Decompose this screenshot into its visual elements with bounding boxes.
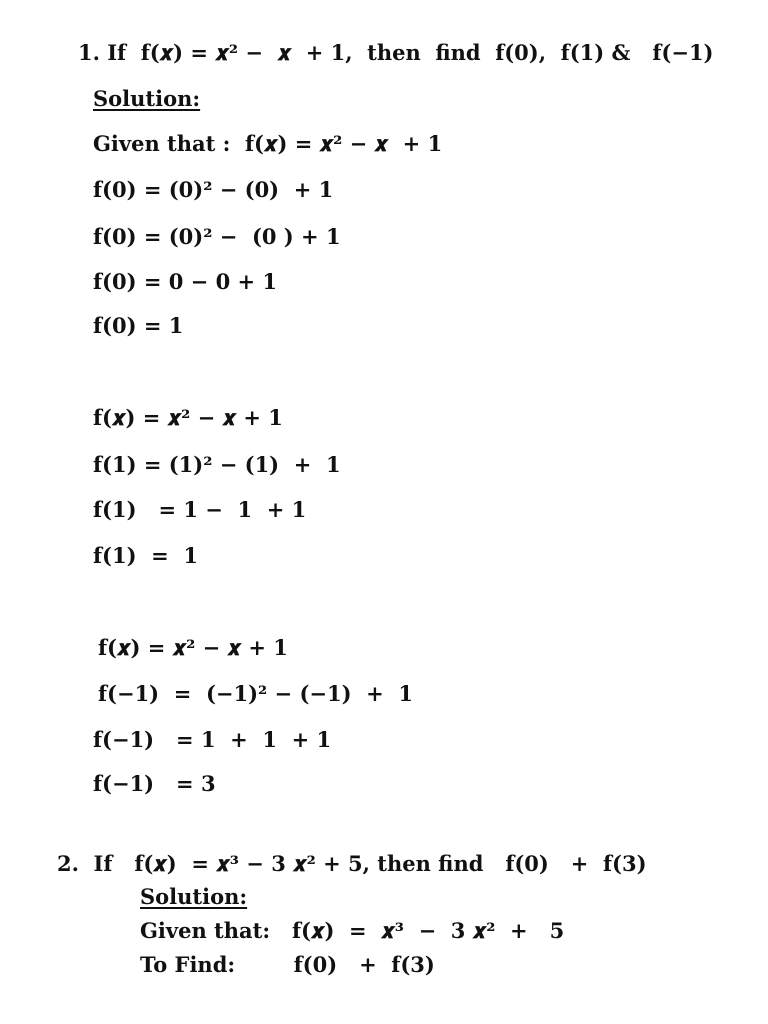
f1-step-1: f(1) = (1)² − (1) + 1	[93, 452, 341, 477]
problem-1-given: Given that : f(𝒙) = 𝒙² − 𝒙 + 1	[93, 131, 443, 156]
f1-function: f(𝒙) = 𝒙² − 𝒙 + 1	[93, 405, 283, 430]
f1-step-2: f(1) = 1 − 1 + 1	[93, 497, 307, 522]
fm1-step-2: f(−1) = 1 + 1 + 1	[93, 727, 332, 752]
f0-result: f(0) = 1	[93, 313, 184, 338]
problem-2-title: 2. If f(𝒙) = 𝒙³ − 3 𝒙² + 5, then find f(0) + f(3)	[57, 851, 647, 876]
fm1-function: f(𝒙) = 𝒙² − 𝒙 + 1	[98, 635, 288, 660]
f0-step-3: f(0) = 0 − 0 + 1	[93, 269, 278, 294]
f0-step-1: f(0) = (0)² − (0) + 1	[93, 177, 334, 202]
f0-step-2: f(0) = (0)² − (0 ) + 1	[93, 224, 341, 249]
problem-2-solution-label: Solution:	[140, 884, 248, 909]
f1-result: f(1) = 1	[93, 543, 198, 568]
problem-1-solution-label: Solution:	[93, 86, 201, 111]
problem-2-given: Given that: f(𝒙) = 𝒙³ − 3 𝒙² + 5	[140, 918, 565, 943]
fm1-result: f(−1) = 3	[93, 771, 216, 796]
fm1-step-1: f(−1) = (−1)² − (−1) + 1	[98, 681, 413, 706]
problem-1-title: 1. If f(𝒙) = 𝒙² − 𝒙 + 1, then find f(0), f(1) & f(−1)	[78, 40, 714, 65]
problem-2-to-find: To Find: f(0) + f(3)	[140, 952, 435, 977]
